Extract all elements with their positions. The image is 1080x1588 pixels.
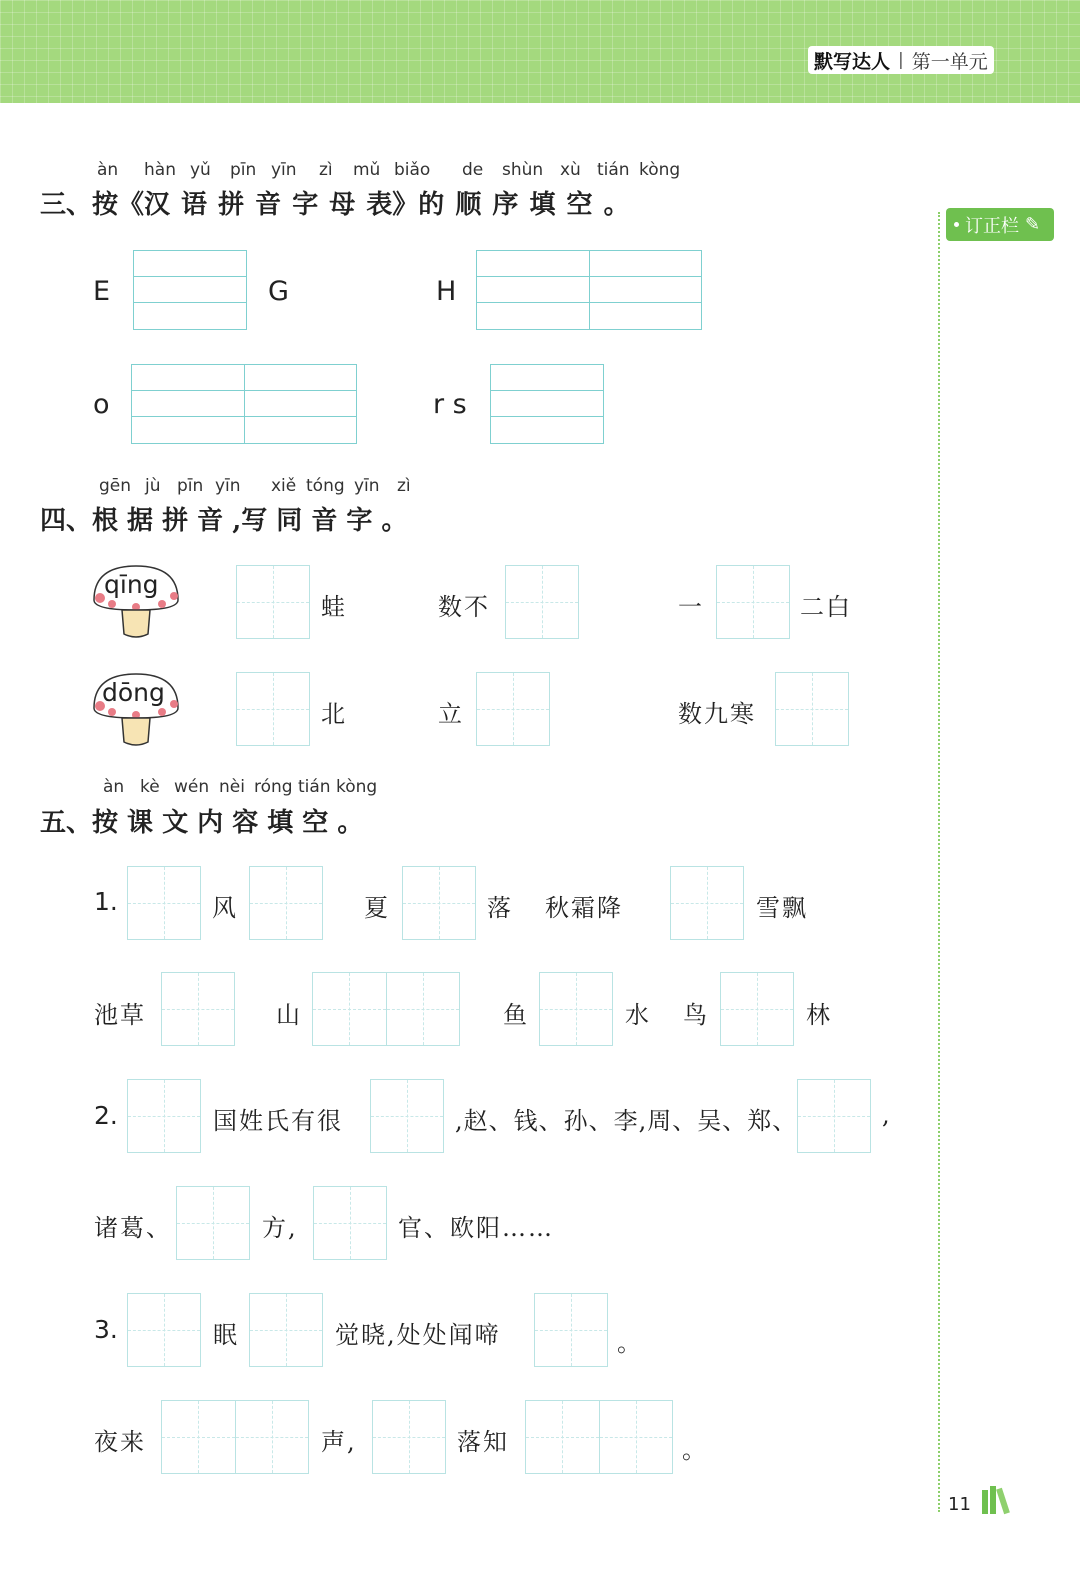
char-yi: 一	[678, 593, 704, 621]
char-yu: 鱼	[503, 1001, 529, 1029]
write-box[interactable]	[370, 1079, 444, 1153]
char-wa: 蛙	[321, 593, 347, 621]
question-number-1: 1.	[94, 887, 118, 916]
char-mian: 眠	[213, 1321, 239, 1349]
pinyin-tian: tián	[597, 160, 630, 180]
phrase-qiushuangjiang: 秋霜降	[545, 894, 623, 922]
phrase-ouyang: 官、欧阳……	[398, 1214, 554, 1242]
period: 。	[617, 1329, 643, 1357]
phrase-shubu: 数不	[438, 593, 490, 621]
char-lin: 林	[806, 1001, 832, 1029]
phrase-sheng: 声,	[321, 1428, 357, 1456]
mushroom-pinyin-dong: dōng	[102, 678, 165, 707]
correction-column-line	[938, 212, 940, 1512]
write-box[interactable]	[539, 972, 613, 1046]
pinyin-wen: wén	[174, 777, 210, 797]
write-box[interactable]	[402, 866, 476, 940]
char-bei: 北	[321, 700, 347, 728]
write-box-double[interactable]	[525, 1400, 673, 1474]
phrase-juexiao: 觉晓,处处闻啼	[335, 1321, 501, 1349]
write-box[interactable]	[505, 565, 579, 639]
pinyin-de: de	[462, 160, 484, 180]
write-box[interactable]	[716, 565, 790, 639]
pinyin-xie: xiě	[271, 476, 297, 496]
phrase-luozhi: 落知	[457, 1428, 509, 1456]
question-number-3: 3.	[94, 1315, 118, 1344]
pinyin-tong: tóng	[306, 476, 345, 496]
pinyin-ke: kè	[140, 777, 160, 797]
phrase-yelai: 夜来	[94, 1428, 146, 1456]
section4-title: 四、根 据 拼 音 ,写 同 音 字 。	[40, 506, 408, 536]
pinyin-han: hàn	[144, 160, 176, 180]
write-box[interactable]	[249, 866, 323, 940]
char-shan: 山	[276, 1001, 302, 1029]
letter-grid-2[interactable]	[476, 250, 702, 330]
header-separator: |	[898, 50, 904, 70]
write-box[interactable]	[236, 672, 310, 746]
letter-grid-4[interactable]	[490, 364, 604, 444]
char-shui: 水	[625, 1001, 651, 1029]
pinyin-zi2: zì	[397, 476, 411, 496]
phrase-shujiuhan: 数九寒	[678, 700, 756, 728]
letter-E: E	[93, 276, 111, 307]
phrase-fang: 方,	[262, 1214, 298, 1242]
question-number-2: 2.	[94, 1101, 118, 1130]
dot-icon	[954, 222, 959, 227]
char-xia: 夏	[364, 894, 390, 922]
pinyin-rong: róng	[254, 777, 293, 797]
phrase-surnames: ,赵、钱、孙、李,周、吴、郑、	[455, 1107, 798, 1135]
write-box[interactable]	[476, 672, 550, 746]
header-badge	[808, 46, 994, 74]
pinyin-ju: jù	[145, 476, 161, 496]
phrase-chicao: 池草	[94, 1001, 146, 1029]
pinyin-an2: àn	[103, 777, 125, 797]
write-box[interactable]	[249, 1293, 323, 1367]
book-title: 默写达人	[814, 50, 891, 73]
write-box[interactable]	[236, 565, 310, 639]
letter-o: o	[93, 389, 110, 420]
pinyin-kong2: kòng	[336, 777, 378, 797]
pinyin-kong: kòng	[639, 160, 681, 180]
pencil-icon: ✎	[1025, 214, 1041, 235]
write-box[interactable]	[670, 866, 744, 940]
write-box[interactable]	[775, 672, 849, 746]
write-box[interactable]	[534, 1293, 608, 1367]
write-box[interactable]	[161, 972, 235, 1046]
char-niao: 鸟	[683, 1001, 709, 1029]
pinyin-shun: shùn	[502, 160, 544, 180]
phrase-xuepiao: 雪飘	[756, 894, 808, 922]
pinyin-yin2: yīn	[215, 476, 241, 496]
pinyin-nei: nèi	[219, 777, 245, 797]
letter-H: H	[436, 276, 457, 307]
pinyin-an: àn	[97, 160, 119, 180]
pinyin-xu: xù	[560, 160, 581, 180]
write-box[interactable]	[797, 1079, 871, 1153]
pinyin-mu: mǔ	[353, 160, 381, 180]
pinyin-zi: zì	[319, 160, 333, 180]
pinyin-yu: yǔ	[190, 160, 211, 180]
write-box[interactable]	[372, 1400, 446, 1474]
pinyin-biao: biǎo	[394, 160, 431, 180]
char-feng: 风	[212, 894, 238, 922]
period: 。	[682, 1436, 708, 1464]
phrase-guoxingshi: 国姓氏有很	[213, 1107, 343, 1135]
write-box-double[interactable]	[161, 1400, 309, 1474]
phrase-zhuge: 诸葛、	[94, 1214, 172, 1242]
correction-tag-label: 订正栏	[965, 215, 1019, 237]
write-box[interactable]	[313, 1186, 387, 1260]
comma: ,	[882, 1101, 892, 1129]
page-number: 11	[948, 1494, 971, 1515]
section3-title: 三、按《汉 语 拼 音 字 母 表》的 顺 序 填 空 。	[40, 190, 630, 220]
letter-grid-1[interactable]	[133, 250, 247, 330]
pinyin-yin: yīn	[271, 160, 297, 180]
pinyin-tian2: tián	[298, 777, 331, 797]
books-icon	[980, 1484, 1016, 1520]
mushroom-pinyin-qing: qīng	[104, 570, 159, 599]
pinyin-yin3: yīn	[354, 476, 380, 496]
write-box[interactable]	[127, 1293, 201, 1367]
pinyin-gen: gēn	[99, 476, 132, 496]
write-box[interactable]	[127, 866, 201, 940]
write-box[interactable]	[720, 972, 794, 1046]
write-box[interactable]	[127, 1079, 201, 1153]
char-luo: 落	[487, 894, 513, 922]
letter-grid-3[interactable]	[131, 364, 357, 444]
unit-label: 第一单元	[911, 50, 988, 73]
pinyin-pin: pīn	[230, 160, 257, 180]
phrase-erbai: 二白	[800, 593, 852, 621]
write-box[interactable]	[176, 1186, 250, 1260]
write-box-double[interactable]	[312, 972, 460, 1046]
char-li: 立	[438, 700, 464, 728]
pinyin-pin2: pīn	[177, 476, 204, 496]
correction-tag	[946, 208, 1054, 241]
letter-G: G	[268, 276, 289, 307]
letter-rs: r s	[433, 389, 467, 420]
section5-title: 五、按 课 文 内 容 填 空 。	[40, 808, 364, 838]
